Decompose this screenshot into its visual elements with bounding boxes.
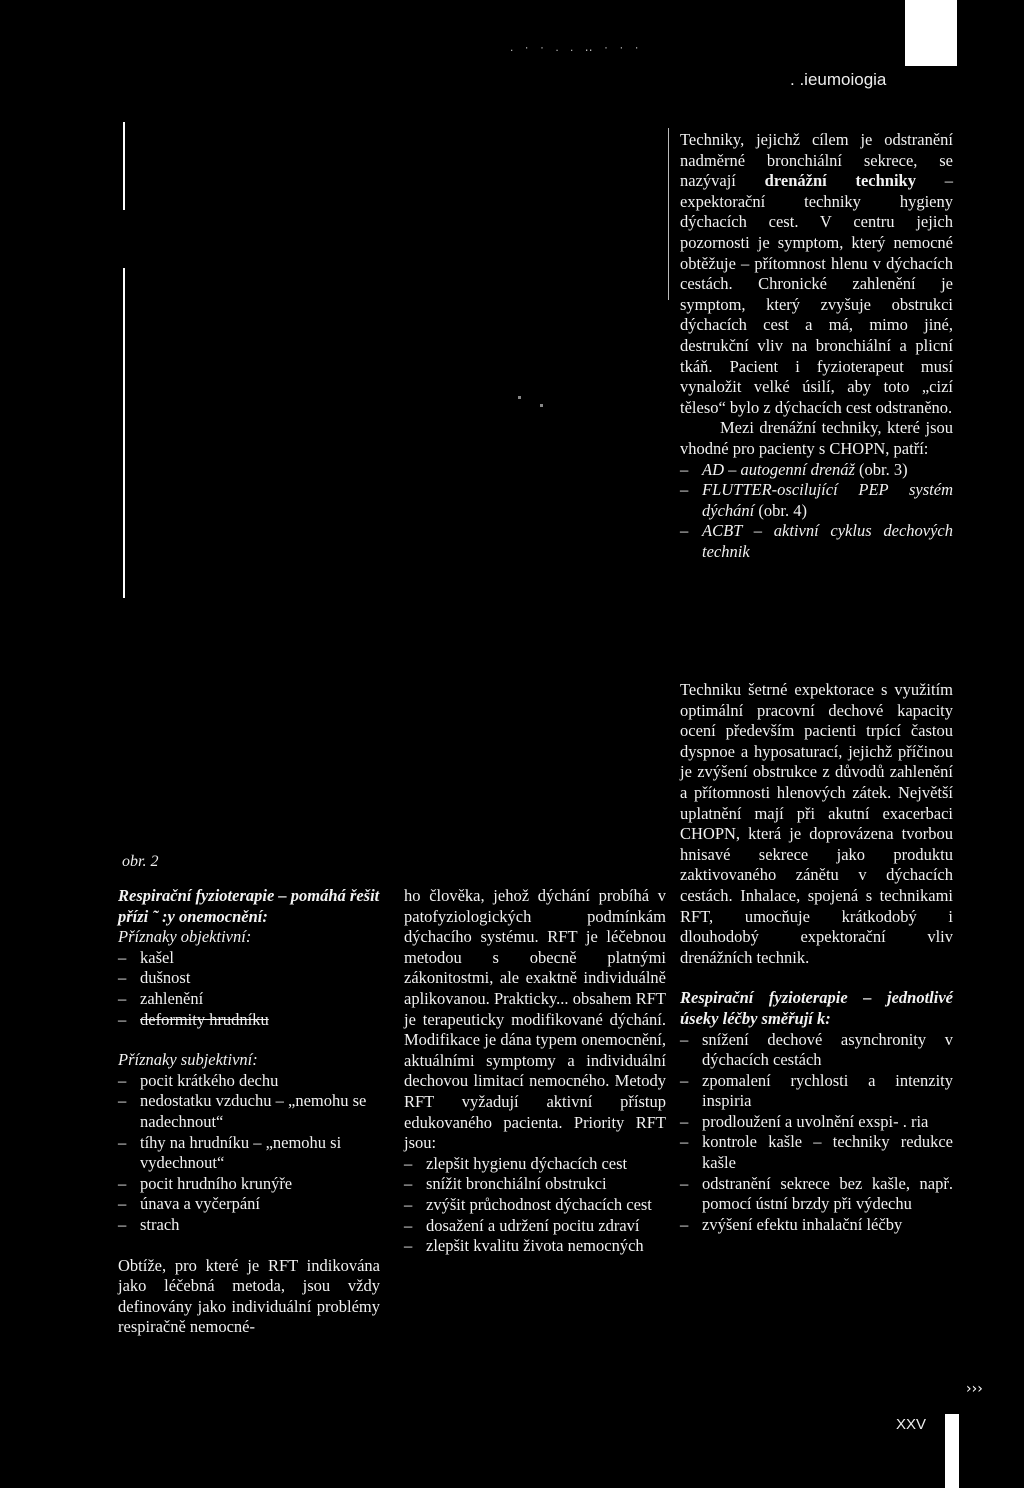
- middle-column: [404, 886, 666, 1257]
- list-item: – únava a vyčerpání: [118, 1194, 261, 1214]
- right-rule: [668, 128, 669, 300]
- speck: [540, 404, 543, 407]
- list-item: – prodloužení a uvolnění exspi- . ria: [680, 1111, 929, 1131]
- list-item: – kontrole kašle – techniky redukce kašle: [680, 1132, 953, 1173]
- para-text: Techniky, jejichž cílem je odstranění nadměrné bronchiální sekrece, se nazývají: [680, 130, 953, 191]
- list-item: – zpomalení rychlosti a intenzity inspiria: [680, 1070, 953, 1111]
- drainage-paragraph: [680, 130, 953, 418]
- right-bottom-column: [680, 680, 953, 1235]
- list-item: – tíhy na hrudníku – „nemohu si vydechnout“: [118, 1132, 342, 1173]
- left-rule-bottom: [123, 268, 125, 598]
- corner-block: [905, 0, 957, 66]
- continue-arrows-icon: ›››: [966, 1381, 983, 1397]
- objective-title: Příznaky objektivní:: [118, 927, 252, 947]
- list-item: – zvýšení efektu inhalační léčby: [680, 1214, 903, 1234]
- rft-paragraph: ho člověka, jehož dýchání probíhá v patofyziologických podmínkám dýchacího systému. RFT je léčebnou metodou s obecně platnými zákonitostmi, ale exaktně individuálně aplikovanou. Prakticky... obsahem RFT je terapeuticky modifikované dýchání. Modifikace je dána typem onemocnění, aktuálními symptomy a individuální dechovou limitací nemocného. Metody RFT vyžadují aktivní přístup edukovaného pacienta. Priority RFT jsou:: [404, 886, 666, 1153]
- list-item: – nedostatku vzduchu – „nemohu se nadechnout“: [118, 1091, 367, 1131]
- bold-term: drenážní techniky: [764, 171, 916, 191]
- symptoms-heading: Respirační fyzioterapie – pomáhá řešit přízi ˜ :y onemocnění:: [118, 886, 380, 926]
- list-item: – odstranění sekrece bez kašle, např. pomocí ústní brzdy při výdechu: [680, 1173, 953, 1214]
- header-dots: . · · . . ‥ · · ·: [510, 40, 643, 54]
- item-italic: AD – autogenní drenáž: [702, 459, 855, 479]
- expectoration-paragraph: Techniku šetrné expektorace s využitím optimální pracovní dechové kapacity ocení především pacienti trpící častou dyspnoe a hyposaturací, jejichž příčinou je zvýšení obstrukce z důvodů zahlenění a přítomnosti hlenových zátek. Největší uplatnění mají při akutní exacerbaci CHOPN, která je doprovázena tvorbou hnisavé sekrece jako produktu zaktivovaného zánětu v dýchacích cestách. Inhalace, spojená s technikami RFT, umocňuje krátkodobý i dlouhodobý expektorační vliv drenážních technik.: [680, 680, 953, 967]
- list-item: – AD – autogenní drenáž (obr. 3): [680, 459, 908, 479]
- left-rule-top: [123, 122, 125, 210]
- figure-label: obr. 2: [122, 853, 159, 870]
- list-item: – ACBT – aktivní cyklus dechových technik: [680, 521, 953, 561]
- list-item: – snížit bronchiální obstrukci: [404, 1174, 607, 1194]
- list-item: – pocit hrudního krunýře: [118, 1173, 293, 1193]
- list-item: – snížení dechové asynchronity v dýchacích cestách: [680, 1029, 953, 1070]
- right-top-column: [680, 130, 953, 562]
- list-item: – dušnost: [118, 968, 191, 988]
- indication-paragraph: Obtíže, pro které je RFT indikována jako léčebná metoda, jsou vždy definovány jako individuální problémy respiračně nemocné-: [118, 1255, 380, 1337]
- page-number: XXV: [896, 1416, 927, 1433]
- list-item: – pocit krátkého dechu: [118, 1070, 279, 1090]
- para-text: – expektorační techniky hygieny dýchacích cest. V centru jejich pozornosti je symptom, který nemocné obtěžuje – přítomnost hlenu v dýchacích cestách. Chronické zahlenění je symptom, který zvyšuje obstrukci dýchacích cest a má, mimo jiné, destrukční vliv na bronchiální a plicní tkáň. Pacient i fyzioterapeut musí vynaložit velké úsilí, aby toto „cizí těleso“ bylo z dýchacích cest odstraněno.: [680, 171, 954, 417]
- list-item: – zlepšit kvalitu života nemocných: [404, 1236, 644, 1256]
- item-plain: (obr. 4): [754, 500, 807, 520]
- left-column: [118, 886, 380, 1338]
- item-italic: ACBT – aktivní cyklus dechových technik: [702, 521, 953, 561]
- rft-goals-heading: Respirační fyzioterapie – jednotlivé úseky léčby směřují k:: [680, 988, 953, 1028]
- list-item: – FLUTTER-oscilující PEP systém dýchání (obr. 4): [680, 480, 953, 520]
- list-item: – kašel: [118, 947, 174, 967]
- list-item: – zahlenění: [118, 988, 204, 1008]
- subjective-title: Příznaky subjektivní:: [118, 1050, 258, 1070]
- page-tab-gap: [935, 1414, 945, 1488]
- section-title: . .ieumoiogia: [790, 70, 887, 89]
- item-plain: (obr. 3): [854, 459, 908, 479]
- speck: [518, 396, 521, 399]
- techniques-intro: Mezi drenážní techniky, které jsou vhodné pro pacienty s CHOPN, patří:: [680, 418, 953, 458]
- list-item: – deformity hrudníku: [118, 1009, 269, 1029]
- list-item: – zlepšit hygienu dýchacích cest: [404, 1153, 628, 1173]
- list-item: – zvýšit průchodnost dýchacích cest: [404, 1194, 652, 1214]
- list-item: – strach: [118, 1214, 180, 1234]
- item-italic: FLUTTER-oscilující PEP systém dýchání: [702, 480, 953, 520]
- list-item: – dosažení a udržení pocitu zdraví: [404, 1215, 640, 1235]
